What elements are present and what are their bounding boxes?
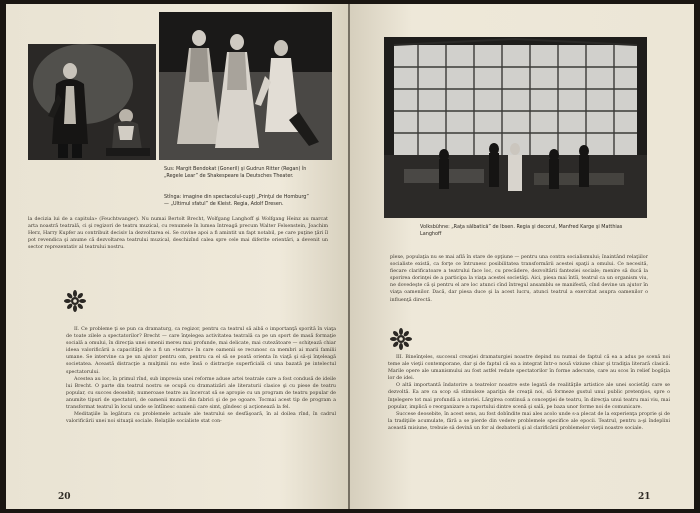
photo-wild-duck xyxy=(384,37,647,218)
right-page xyxy=(350,4,694,509)
paragraph-section-ii-2: Acestea au loc, în primul rînd, sub impresia unei reforme aduse artei teatrale care a fost condusă de ideile lui Brecht. O parte din teatrul nostru se ocupă cu dramatizări ale literaturii clasice şi cu piese de teatru popular, cu succes deosebit; numeroase teatre au încercat să se apropie cu un program de teatru popular de anumite tipuri de spectatori, de oamenii muncii din fabrici şi de pe ogoare. Tocmai acest tip de program a transformat teatrul în locul unde se întîlnesc oamenii care simt, gîndesc şi acţionează la fel. xyxy=(66,376,336,411)
book-spread xyxy=(6,4,694,509)
text-intro xyxy=(28,216,328,280)
photo-stage-figures xyxy=(159,12,332,160)
ornament-flower-icon xyxy=(390,328,412,350)
page-number-left: 20 xyxy=(58,492,71,502)
caption-right: Volksbühne: „Raţa sălbatică” de Ibsen. Regia şi decorul, Manfred Karge şi Matthias Langhoff xyxy=(420,224,623,237)
paragraph-section-ii: II. Ce probleme ţi se pun ca dramaturg, ca regizor, pentru ca teatrul să aibă o importanţă sporită în viaţa de toate zilele a spectatorilor? Brecht — care înţelegea activitatea teatrală ca pe un sport de masă formaţie socială a omului, în direcţia unei omenii mereu mai profunde, mai delicate, mai cutezătoare — schiţează chiar ideea valorificării a capacităţii de a fi un «teatru» în care oamenii se recunosc ca membri ai marii familii umane. Se intervine ca pe un ajutor pentru om, pentru ca el să se poată orienta în viaţă şi să-şi înţeleagă societatea. Această distracţie a mulţimii nu este însă o distracţie superficială ci una bazată pe intelectul spectatorului. xyxy=(66,327,336,375)
caption-top: Sus: Margit Bendokat (Goneril) şi Gudrun Ritter (Regan) în „Regele Lear” de Shakespeare la Deutsches Theater. xyxy=(164,166,307,179)
left-page xyxy=(6,4,348,509)
paragraph-right-2: O altă importantă îndatorire a teatrelor noastre este legată de realităţile artistice ale unei societăţi care se dezvoltă. Ea are ca scop să stimuleze apariţia de creaţii noi, să formeze gustul unui public pretenţios, spre o înţelegere tot mai profundă a istoriei. Lărgirea continuă a concepţiei de teatru, în direcţia unui teatru mai viu, mai popular, implică o reorganizare a raportului dintre scenă şi sală, pe baza unor forme noi de comunicare. xyxy=(388,383,670,410)
text-column-iii xyxy=(388,354,670,484)
caption-bottom: Stînga: imagine din spectacolul-cupţi „Prinţul de Homburg” — „Ultimul sfatul” de Kleist. Regia, Adolf Dresen. xyxy=(164,194,309,207)
paragraph-section-ii-3: Meditaţiile la legătura cu problemele actuale ale teatrului se desfăşoară, în al doilea rînd, în cadrul valorificării unei noi situaţii sociale. Relaţiile socialiste stat con- xyxy=(66,412,336,425)
photo-figures xyxy=(28,44,156,160)
photo-king-lear xyxy=(159,12,332,160)
paragraph-section-iii: III. Bineînţeles, succesul creaţiei dramaturgiei noastre depind nu numai de faptul că ea a adus pe scenă noi teme ale vieţii contemporane, dar şi de faptul că ea a integrat într-o nouă viziune chiar şi tradiţia literară clasică. Marile opere ale umanismului au fost astfel redate spectatorilor în forme adecvate, care au scos în relief bogăţia lor de idei. xyxy=(388,355,670,382)
text-column-ii xyxy=(66,326,336,486)
photo-stage-set xyxy=(384,37,647,218)
intro-paragraph: la decizia lui de a capitula» (Feuchtwanger). Nu numai Bertolt Brecht, Wolfgang Langhoff şi Wolfgang Heinz au marcat arta noastră teatrală, ci şi regizori de teatru muzical, cu renumele în lumea întreagă precum Walter Felsenstein, Joachim Herz, Harry Kupfer au contribuit decisiv la dezvoltarea ei. Se cuvine apoi a fi amintit un fapt notabil, pe care puţine ţări îl pot revendica şi anume că dezvoltarea teatrului muzical, deschizînd calea spre cele mai diferite orientări, a devenit un sector reprezentativ al teatrului nostru. xyxy=(28,217,328,251)
text-right-top xyxy=(390,254,648,318)
paragraph-right-3: Succese deosebite, în acest sens, au fost dobîndite mai ales acolo unde s-a plecat de la experienţa proprie şi de la tradiţiile acumulate, fără a se pierde din vedere problemele specifice ale epocii. Teatrul, pentru a-şi îndeplini această misiune, trebuie să devină un for al dezbaterii şi al clarificării problemelor vieţii noastre sociale. xyxy=(388,411,670,431)
ornament-flower-icon xyxy=(64,290,86,312)
paragraph-right-1: plexe, populaţia nu se mai află în stare de opţiune — pentru una contra socialismului; înaintând relaţiilor socialiste există, ca forţe ce întrunesc posibilitatea transformării acestei spaţii a omului. Ce necesită, fiecare clarificatoare a teatrului face loc, cu precădere, dezvoltării fanteziei sociale; menire să ducă la sporirea dorinţei de a participa la viaţa acestei societăţi. Aici, piesa mai întîi, teatrul ca un organism viu, ne dovedeşte că şi pentru el are loc atunci cînd întregul ansamblu se manifestă, cînd devine un ajutor în viaţa oamenilor. Dacă, dar piesa duce şi la acest lucru, atunci teatrul a exercitat asupra oamenilor o influenţă directă. xyxy=(390,255,648,303)
photo-prince-of-homburg xyxy=(28,44,156,160)
page-number-right: 21 xyxy=(638,492,651,502)
